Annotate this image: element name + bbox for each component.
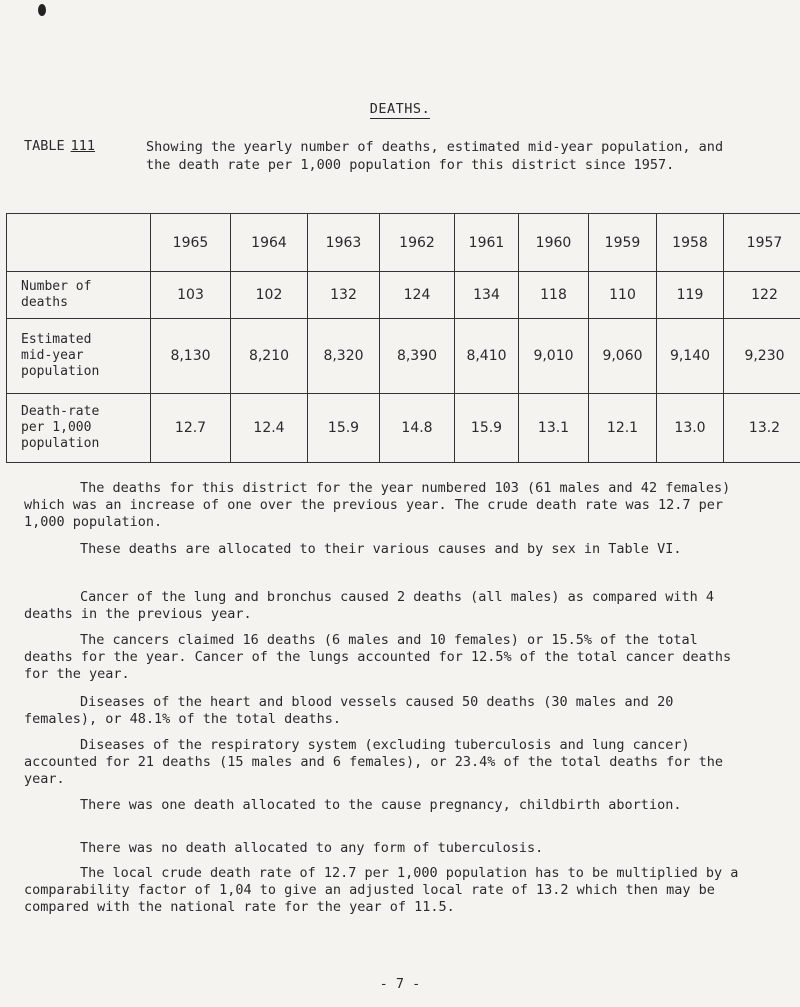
year-header: 1963 xyxy=(308,214,380,272)
year-header: 1960 xyxy=(519,214,589,272)
table-caption: Showing the yearly number of deaths, estimated mid-year population, and the death rate per 1,000 population for this district since 1957. xyxy=(146,139,724,173)
page-number: - 7 - xyxy=(379,976,421,992)
row-label xyxy=(7,394,151,463)
paragraph-lung-cancer xyxy=(24,589,754,623)
table-cell: 122 xyxy=(724,272,800,319)
row-label-line: mid-year xyxy=(21,348,84,363)
table-cell: 8,320 xyxy=(308,319,380,394)
year-header: 1965 xyxy=(151,214,231,272)
row-label-line: Estimated xyxy=(21,332,92,347)
table-cell: 15.9 xyxy=(308,394,380,463)
table-cell: 13.2 xyxy=(724,394,800,463)
table-cell: 103 xyxy=(151,272,231,319)
paragraph-tuberculosis xyxy=(24,840,754,857)
paragraph-text: There was one death allocated to the cause pregnancy, childbirth abortion. xyxy=(80,797,682,813)
corner-cell xyxy=(7,214,151,272)
paragraph-allocation xyxy=(24,541,754,558)
table-cell: 102 xyxy=(231,272,308,319)
paragraph-crude-rate xyxy=(24,865,754,916)
paragraph-text: There was no death allocated to any form of tuberculosis. xyxy=(80,840,544,856)
row-label-line: Death-rate xyxy=(21,404,100,419)
table-cell: 9,060 xyxy=(589,319,657,394)
table-cell: 13.1 xyxy=(519,394,589,463)
paragraph-cancers xyxy=(24,632,754,683)
table-cell: 118 xyxy=(519,272,589,319)
year-header: 1964 xyxy=(231,214,308,272)
table-label xyxy=(24,138,95,154)
table-cell: 12.4 xyxy=(231,394,308,463)
table-cell: 119 xyxy=(657,272,724,319)
page-heading xyxy=(0,101,800,117)
table-cell: 12.7 xyxy=(151,394,231,463)
table-cell: 8,390 xyxy=(380,319,455,394)
paragraph-text: These deaths are allocated to their various causes and by sex in Table VI. xyxy=(80,541,682,557)
table-cell: 12.1 xyxy=(589,394,657,463)
row-label-line: population xyxy=(21,364,100,379)
year-header: 1961 xyxy=(455,214,519,272)
row-label-line: deaths xyxy=(21,295,68,310)
table-cell: 8,210 xyxy=(231,319,308,394)
row-label xyxy=(7,272,151,319)
table-cell: 110 xyxy=(589,272,657,319)
table-cell: 8,410 xyxy=(455,319,519,394)
deaths-table xyxy=(6,213,800,463)
row-label-line: Number of xyxy=(21,279,92,294)
year-header: 1959 xyxy=(589,214,657,272)
table-cell: 132 xyxy=(308,272,380,319)
heading-text: DEATHS. xyxy=(369,101,431,117)
paragraph-text: Cancer of the lung and bronchus caused 2 deaths (all males) as compared with 4 deaths in the previous year. xyxy=(24,589,714,622)
paragraph-text: Diseases of the heart and blood vessels caused 50 deaths (30 males and 20 females), or 48.1% of the total deaths. xyxy=(24,694,674,727)
table-cell: 8,130 xyxy=(151,319,231,394)
year-header: 1962 xyxy=(380,214,455,272)
table-cell: 9,230 xyxy=(724,319,800,394)
table-row-population xyxy=(7,319,800,394)
table-label-number: 111 xyxy=(70,138,96,154)
table-cell: 124 xyxy=(380,272,455,319)
table-cell: 15.9 xyxy=(455,394,519,463)
table-cell: 134 xyxy=(455,272,519,319)
table-cell: 9,140 xyxy=(657,319,724,394)
table-cell: 14.8 xyxy=(380,394,455,463)
paragraph-text: The local crude death rate of 12.7 per 1,000 population has to be multiplied by a comparability factor of 1,04 to give an adjusted local rate of 13.2 which then may be compared with the national rate for the year of 11.5. xyxy=(24,865,739,915)
year-header-row xyxy=(7,214,800,272)
ink-blot xyxy=(38,4,46,16)
paragraph-total-deaths xyxy=(24,480,754,531)
table-cell: 9,010 xyxy=(519,319,589,394)
table-cell: 13.0 xyxy=(657,394,724,463)
paragraph-text: The cancers claimed 16 deaths (6 males and 10 females) or 15.5% of the total deaths for the year. Cancer of the lungs accounted for 12.5% of the total cancer deaths for the year. xyxy=(24,632,732,682)
year-header: 1958 xyxy=(657,214,724,272)
year-header: 1957 xyxy=(724,214,800,272)
row-label-line: per 1,000 xyxy=(21,420,92,435)
row-label xyxy=(7,319,151,394)
table-label-prefix: TABLE xyxy=(24,138,65,154)
paragraph-text: The deaths for this district for the year numbered 103 (61 males and 42 females) which was an increase of one over the previous year. The crude death rate was 12.7 per 1,000 population. xyxy=(24,480,731,530)
table-row-deaths xyxy=(7,272,800,319)
row-label-line: population xyxy=(21,436,100,451)
paragraph-pregnancy xyxy=(24,797,754,814)
table-row-death-rate xyxy=(7,394,800,463)
paragraph-heart-disease xyxy=(24,694,754,728)
paragraph-respiratory xyxy=(24,737,754,788)
paragraph-text: Diseases of the respiratory system (excluding tuberculosis and lung cancer) accounted for 21 deaths (15 males and 6 females), or 23.4% of the total deaths for the year. xyxy=(24,737,723,787)
